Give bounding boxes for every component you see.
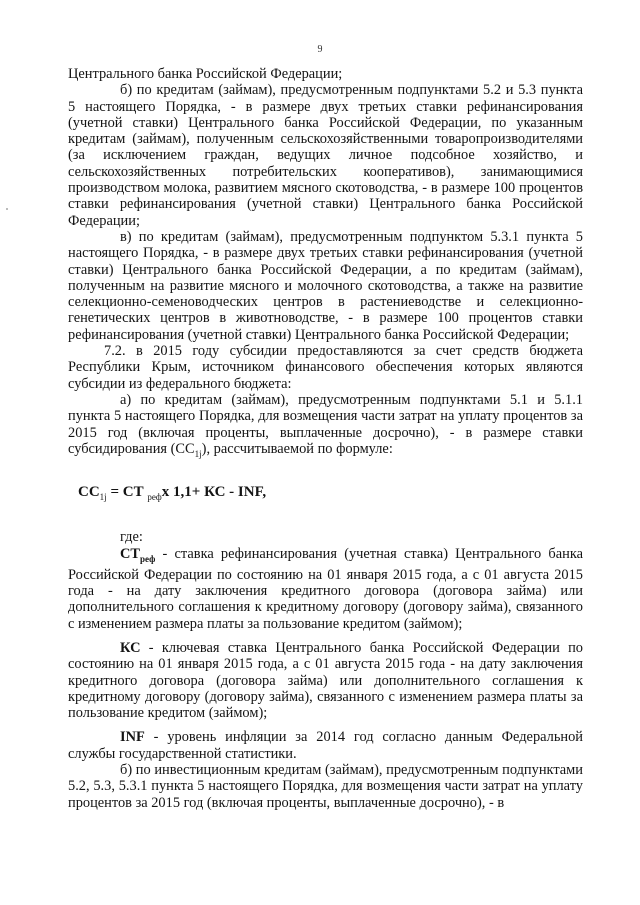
formula: $СС_{1j}$ = СТ $_{реф}$х 1,1+ КС - INF, bbox=[78, 484, 267, 502]
page-number: 9 bbox=[317, 44, 323, 55]
paragraph-continuation: Центрального банка Российской Федерации; bbox=[68, 66, 343, 82]
paragraph-item-b: б) по кредитам (займам), предусмотренным подпунктами 5.2 и 5.3 пункта 5 настоящего Порядка, - в размере двух третьих ставки рефинансирования (учетной ставки) Центрального банка Российской Федерации, по указанным кредитам (займам), полученным сельскохозяйственными товаропроизводителями (за исключением граждан, ведущих личное подсобное хозяйство, и сельскохозяйственных потребительских кооперативов), занимающимися производством молока, развитием мясного скотоводства, - в размере 100 процентов ставки рефинансирования (учетной ставки) Центрального банка Российской Федерации; bbox=[68, 82, 583, 229]
term-inf: INF bbox=[120, 729, 145, 746]
paragraph-item-b-investment: б) по инвестиционным кредитам (займам), предусмотренным подпунктами 5.2, 5.3, 5.3.1 пункта 5 настоящего Порядка, для возмещения части затрат на уплату процентов за 2015 год (включая проценты, выплаченные досрочно), - в bbox=[68, 762, 583, 811]
definition-ct: $СТ_{реф}$ - ставка рефинансирования (учетная ставка) Центрального банка Российской Федерации по состоянию на 01 января 2015 года, а с 01 августа 2015 года - на дату заключения кредитного договора (договора займа) или дополнительного соглашения к кредитному договору (договору займа), связанного с изменением размера платы за пользование кредитом (займом); bbox=[68, 545, 583, 632]
paragraph-7-2: 7.2. в 2015 году субсидии предоставляются за счет средств бюджета Республики Крым, источником финансового обеспечения которых являются субсидии из федерального бюджета: bbox=[68, 343, 583, 392]
term-ks: КС bbox=[120, 639, 141, 656]
definition-inf: INF - уровень инфляции за 2014 год согласно данным Федеральной службы государственной статистики. bbox=[68, 729, 583, 762]
paragraph-item-v: в) по кредитам (займам), предусмотренным подпунктом 5.3.1 пункта 5 настоящего Порядка, - в размере двух третьих ставки рефинансирования (учетной ставки) Центрального банка Российской Федерации, а по кредитам (займам), полученным на развитие мясного и молочного скотоводства, а также на развитие селекционно-семеноводческих центров в растениеводстве и селекционно-генетических центров в животноводстве, - в размере 100 процентов ставки рефинансирования (учетной ставки) Центрального банка Российской Федерации; bbox=[68, 228, 583, 343]
document-body bbox=[68, 66, 583, 811]
where-label: где: bbox=[120, 529, 143, 546]
term-ct: СТ bbox=[120, 545, 140, 562]
subscript: 1j bbox=[194, 448, 202, 459]
margin-mark bbox=[6, 208, 8, 210]
definition-ks: КС - ключевая ставка Центрального банка Российской Федерации по состоянию на 01 января 2015 года, а с 01 августа 2015 года - на дату заключения кредитного договора (договора займа) или дополнительного соглашения к кредитному договору (договору займа), связанного с изменением размера платы за пользование кредитом (займом); bbox=[68, 639, 583, 722]
paragraph-item-a: а) по кредитам (займам), предусмотренным подпунктами 5.1 и 5.1.1 пункта 5 настоящего Порядка, для возмещения части затрат на уплату процентов за 2015 год (включая проценты, выплаченные досрочно), - в размере ставки субсидирования $(СС_{1j})$, рассчитываемой по формуле: bbox=[68, 391, 583, 459]
